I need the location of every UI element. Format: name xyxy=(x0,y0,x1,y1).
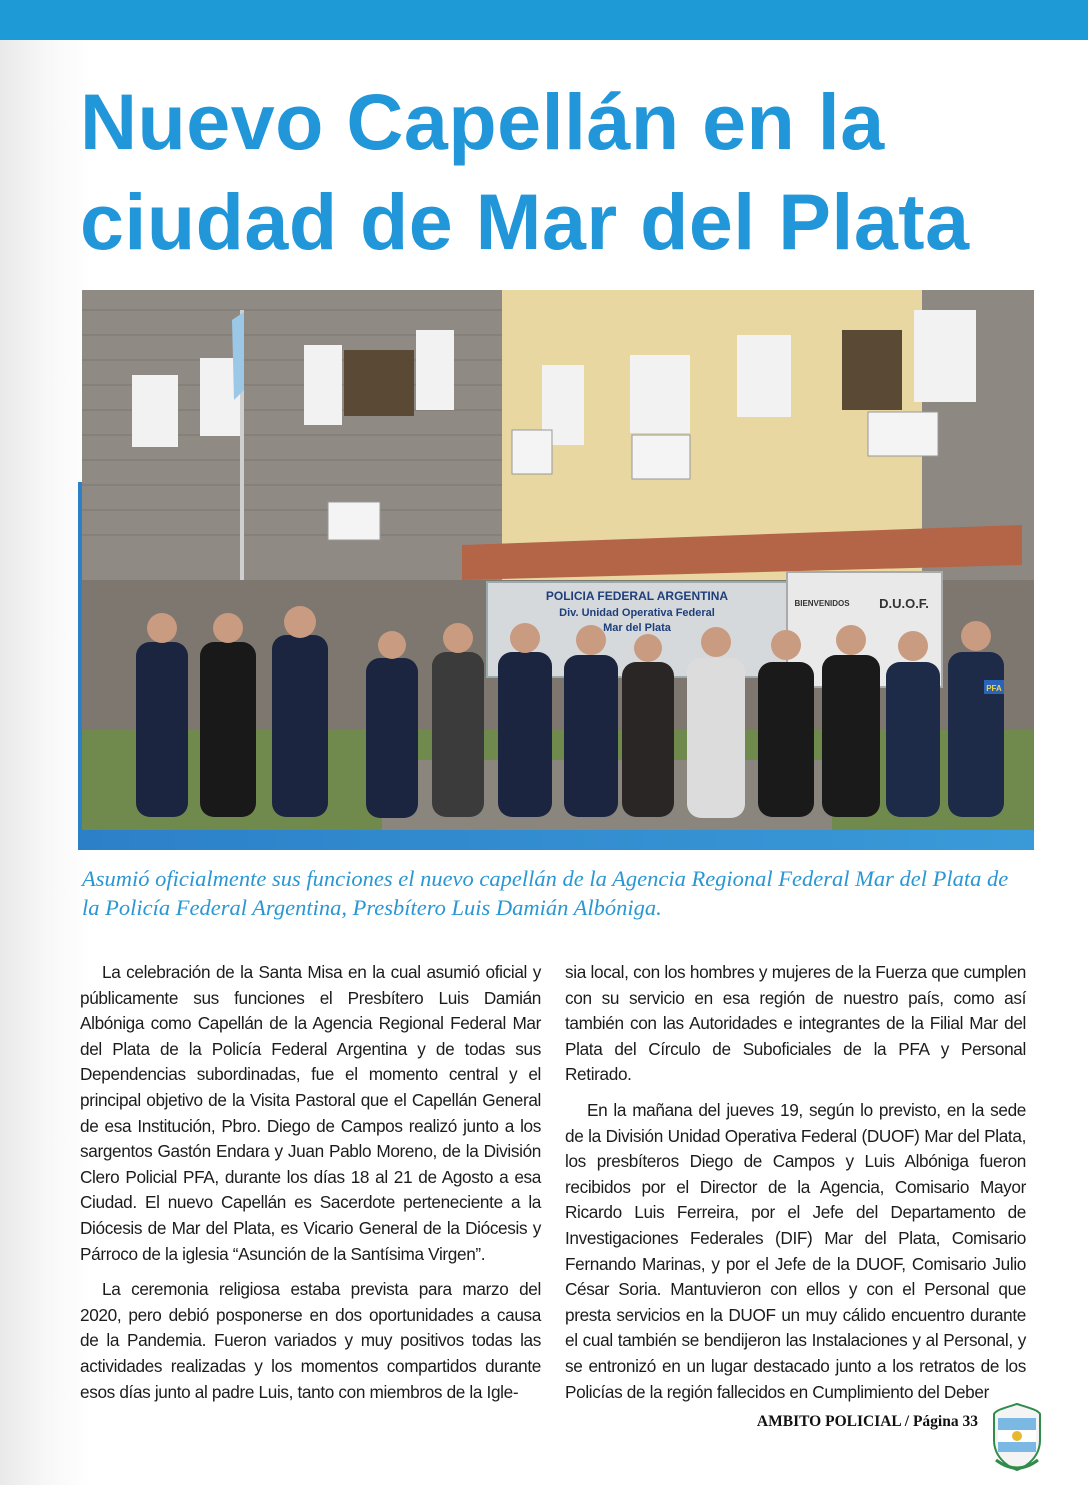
sign-line-3: Mar del Plata xyxy=(603,622,671,634)
title-line-1: Nuevo Capellán en la xyxy=(80,77,885,166)
article-title xyxy=(80,72,1040,272)
title-line-2: ciudad de Mar del Plata xyxy=(80,177,970,266)
paragraph: La ceremonia religiosa estaba prevista para marzo del 2020, pero debió posponerse en dos oportunidades a causa de la Pandemia. Fueron variados y muy positivos todas las actividades realizadas y los momentos compartidos durante esos días junto al padre Luis, tanto con miembros de la Igle- xyxy=(80,1279,541,1402)
top-color-bar xyxy=(0,0,1088,40)
footer-separator: / xyxy=(904,1413,910,1430)
body-column-left xyxy=(80,960,541,1415)
article-photo xyxy=(82,290,1034,830)
body-column-right xyxy=(565,960,1026,1415)
publication-name: AMBITO POLICIAL xyxy=(756,1413,901,1430)
paragraph: sia local, con los hombres y mujeres de la Fuerza que cumplen con su servicio en esa región de nuestro país, como así también con las Autoridades e integrantes de la Filial Mar del Plata del Círculo de Suboficiales de la PFA y Personal Retirado. xyxy=(565,962,1026,1085)
coat-of-arms-logo xyxy=(990,1400,1044,1474)
pfa-badge: PFA xyxy=(986,684,1002,693)
page-footer xyxy=(757,1413,978,1431)
paragraph: La celebración de la Santa Misa en la cual asumió oficial y públicamente sus funciones el Presbítero Luis Damián Albóniga como Capellán de la Agencia Regional Federal Mar del Plata de la Policía Federal Argentina y de todas sus Dependencias subordinadas, fue el momento central y el principal objetivo de la Visita Pastoral que el Capellán General de esa Institución, Pbro. Diego de Campos realizó junto a los sargentos Gastón Endara y Juan Pablo Moreno, de la División Clero Policial PFA, durante los días 18 al 21 de Agosto a esa Ciudad. El nuevo Capellán es Sacerdote perteneciente a la Diócesis de Mar del Plata, es Vicario General de la Diócesis y Párroco de la iglesia “Asunción de la Santísima Virgen”. xyxy=(80,962,541,1264)
sign-line-2: Div. Unidad Operativa Federal xyxy=(559,607,715,619)
door-duof-sign: D.U.O.F. xyxy=(879,596,929,611)
paragraph: En la mañana del jueves 19, según lo previsto, en la sede de la División Unidad Operativa Federal (DUOF) Mar del Plata, los presbíteros Diego de Campos y Luis Albóniga fueron recibidos por el Director de la Agencia, Comisario Mayor Ricardo Luis Ferreira, por el Jefe del Departamento de Investigaciones Federales (DIF) Mar del Plata, Comisario Fernando Marinas, y por el Jefe de la DUOF, Comisario Julio César Soria. Mantuvieron con ellos y con el Personal que presta servicios en la DUOF un muy cálido encuentro durante el cual también se bendijeron las Instalaciones y al Personal, y se entronizó en un lugar destacado junto a los retratos de los Policías de la región fallecidos en Cumplimiento del Deber xyxy=(565,1099,1026,1402)
photo-caption: Asumió oficialmente sus funciones el nuevo capellán de la Agencia Regional Federal Mar del Plata de la Policía Federal Argentina, Presbítero Luis Damián Albóniga. xyxy=(82,866,1009,920)
door-welcome-sign: BIENVENIDOS xyxy=(794,599,850,608)
page-number: Página 33 xyxy=(912,1413,978,1430)
sign-line-1: POLICIA FEDERAL ARGENTINA xyxy=(545,589,729,603)
